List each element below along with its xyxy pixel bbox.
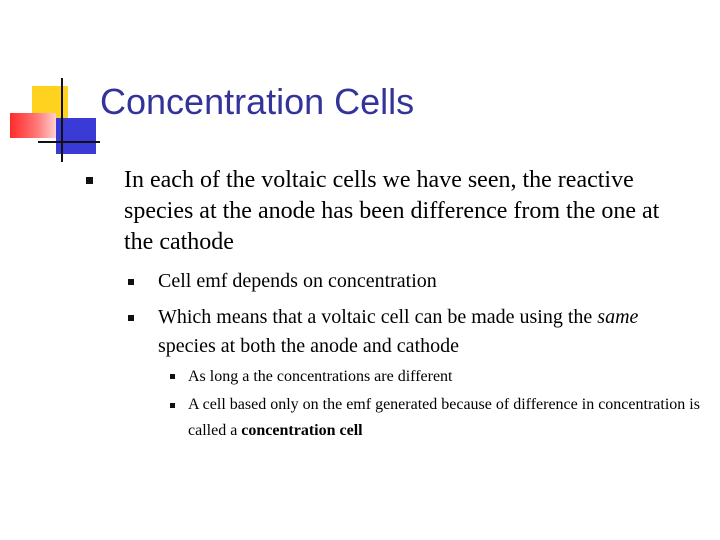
- bullet-level3: As long a the concentrations are different: [188, 368, 453, 385]
- bullet-text: Which means that a voltaic cell can be made using the: [158, 306, 593, 328]
- bold-text: concentration cell: [241, 422, 363, 439]
- bullet-marker: [128, 279, 134, 285]
- bullet-level2: Cell emf depends on concentration: [158, 270, 437, 292]
- bullet-marker: [128, 315, 134, 321]
- bullet-level3: [188, 392, 708, 444]
- slide-title: Concentration Cells: [100, 81, 415, 122]
- emphasis-text: same: [597, 306, 639, 328]
- bullet-level1: In each of the voltaic cells we have seen, the reactive species at the anode has been difference from the one at the cathode: [124, 167, 660, 255]
- bullet-text: A cell based only on the emf generated because of difference in concentration is called a: [188, 396, 700, 439]
- bullet-text: species at both the anode and cathode: [158, 335, 459, 357]
- bullet-level2: [158, 303, 698, 361]
- bullet-marker: [170, 374, 175, 379]
- bullet-marker: [86, 177, 93, 184]
- bullet-marker: [170, 403, 175, 408]
